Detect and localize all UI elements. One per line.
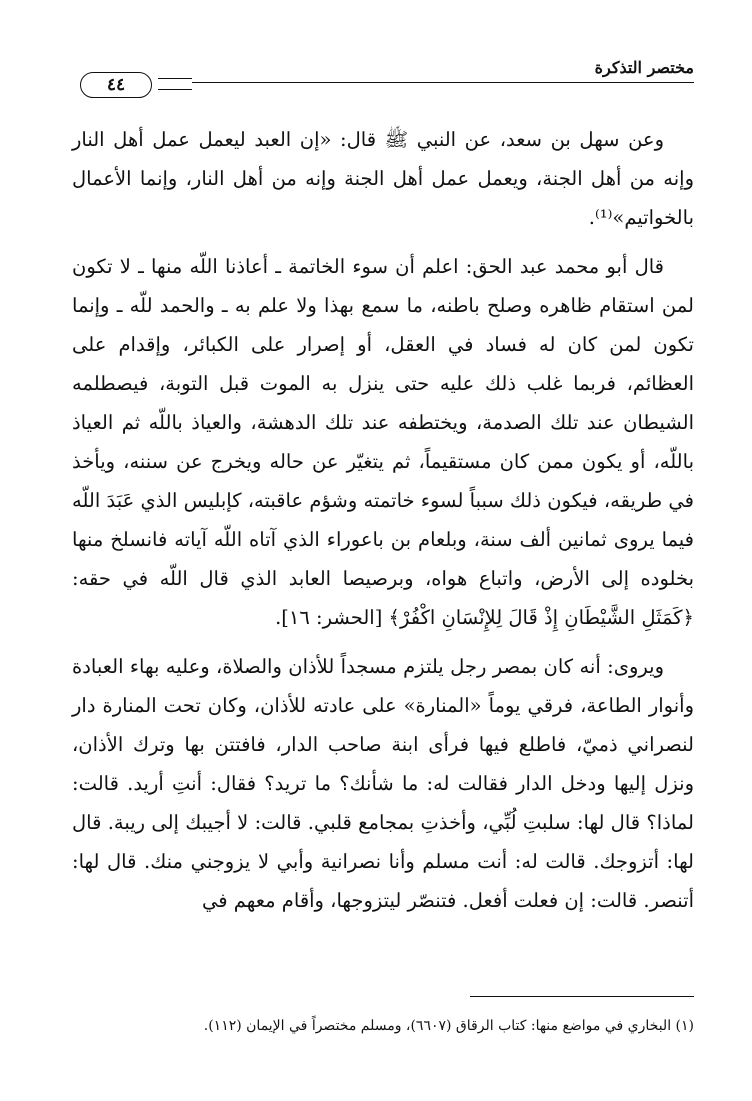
page-header xyxy=(72,58,694,98)
footnote-separator xyxy=(470,996,694,997)
running-title: مختصر التذكرة xyxy=(594,58,694,77)
paragraph-hadith: وعن سهل بن سعد، عن النبي ﷺ قال: «إن العبد ليعمل عمل أهل النار وإنه من أهل الجنة، ويعمل عمل أهل الجنة وإنه من أهل النار، وإنما الأعمال بالخواتيم»⁽¹⁾. xyxy=(72,128,694,229)
ornament-double-line xyxy=(158,78,192,90)
paragraph-abd-al-haqq: قال أبو محمد عبد الحق: اعلم أن سوء الخاتمة ـ أعاذنا اللّه منها ـ لا تكون لمن استقام ظاهره وصلح باطنه، ما سمع بهذا ولا علم به ـ والحمد للّه ـ وإنما تكون لمن كان له فساد في العقل، أو إصرار على الكبائر، وإقدام على العظائم، فربما غلب ذلك عليه حتى ينزل به الموت قبل التوبة، فيصطلمه الشيطان عند تلك الصدمة، ويختطفه عند تلك الدهشة، والعياذ باللّه ثم العياذ باللّه، أو يكون ممن كان مستقيماً، ثم يتغيّر عن حاله ويخرج عن سننه، ويأخذ في طريقه، فيكون ذلك سبباً لسوء خاتمته وشؤم عاقبته، كإبليس الذي عَبَدَ اللّه فيما يروى ثمانين ألف سنة، وبلعام بن باعوراء الذي آتاه اللّه آياته فانسلخ منها بخلوده إلى الأرض، واتباع هواه، وبرصيصا العابد الذي قال اللّه في حقه: ﴿كَمَثَلِ الشَّيْطَانِ إِذْ قَالَ لِلإِنْسَانِ اكْفُرْ﴾ [الحشر: ١٦]. xyxy=(72,255,694,629)
page-number: ٤٤ xyxy=(80,72,152,98)
paragraph-story: ويروى: أنه كان بمصر رجل يلتزم مسجداً للأذان والصلاة، وعليه بهاء العبادة وأنوار الطاعة، فرقي يوماً «المنارة» على عادته للأذان، وكان تحت المنارة دار لنصراني ذميّ، فاطلع فيها فرأى ابنة صاحب الدار، فافتتن بها وترك الأذان، ونزل إليها ودخل الدار فقالت له: ما شأنك؟ ما تريد؟ فقال: أنتِ أريد. قالت: لماذا؟ قال لها: سلبتِ لُبِّي، وأخذتِ بمجامع قلبي. قالت: لا أجيبك إلى ريبة. قال لها: أتزوجك. قالت له: أنت مسلم وأنا نصرانية وأبي لا يزوجني منك. قال لها: أتنصر. قالت: إن فعلت أفعل. فتنصّر ليتزوجها، وأقام معهم في xyxy=(72,655,694,912)
page-number-ornament xyxy=(72,72,192,100)
page-body xyxy=(72,120,694,930)
footnote: (١) البخاري في مواضع منها: كتاب الرقاق (٦٦٠٧)، ومسلم مختصراً في الإيمان (١١٢). xyxy=(203,1018,694,1034)
